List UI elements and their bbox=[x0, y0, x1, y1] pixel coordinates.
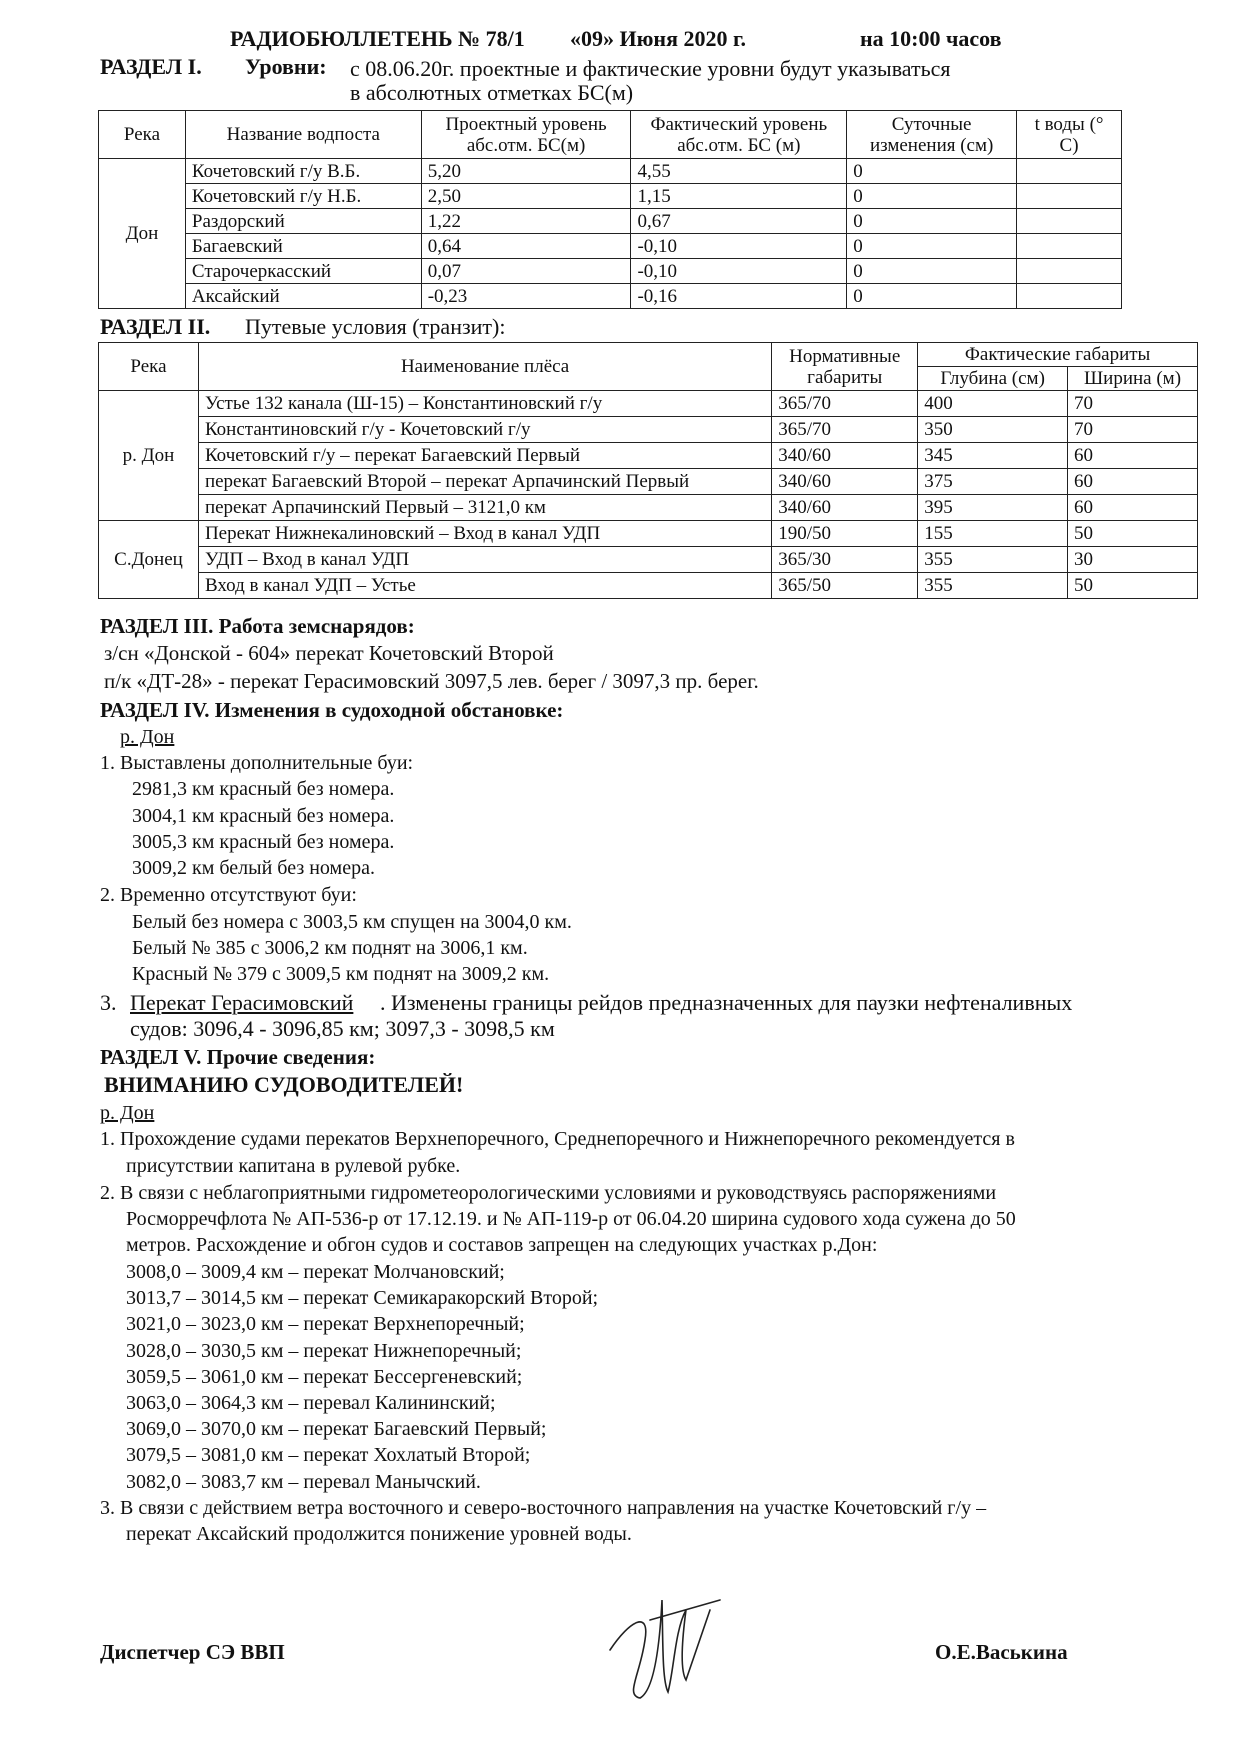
stretch-name: Перекат Нижнекалиновский – Вход в канал УДП bbox=[198, 521, 771, 547]
dispatcher-position: Диспетчер СЭ ВВП bbox=[100, 1640, 285, 1664]
col-river: Река bbox=[99, 343, 199, 391]
width: 60 bbox=[1068, 495, 1198, 521]
list-item: . Изменены границы рейдов предназначенных для паузки нефтеналивных bbox=[380, 990, 1073, 1015]
daily-change: 0 bbox=[847, 284, 1017, 309]
list-item: Белый без номера с 3003,5 км спущен на 3004,0 км. bbox=[132, 911, 572, 933]
depth: 350 bbox=[918, 417, 1068, 443]
project-level: 2,50 bbox=[421, 184, 631, 209]
restricted-stretch: 3008,0 – 3009,4 км – перекат Молчановский; bbox=[126, 1261, 505, 1283]
attention-heading: ВНИМАНИЮ СУДОВОДИТЕЛЕЙ! bbox=[104, 1072, 464, 1097]
project-level: 0,64 bbox=[421, 234, 631, 259]
col-project-level: Проектный уровень абс.отм. БС(м) bbox=[421, 111, 631, 159]
route-conditions-table bbox=[98, 342, 1198, 599]
notice-line: 1. Прохождение судами перекатов Верхнепоречного, Среднепоречного и Нижнепоречного рекомендуется в bbox=[100, 1128, 1015, 1150]
dredger-line: п/к «ДТ-28» - перекат Герасимовский 3097,5 лев. берег / 3097,3 пр. берег. bbox=[104, 669, 759, 693]
norm-dims: 365/70 bbox=[772, 391, 918, 417]
post-name: Старочеркасский bbox=[185, 259, 421, 284]
list-item: 3009,2 км белый без номера. bbox=[132, 857, 375, 879]
notice-line: 2. В связи с неблагоприятными гидрометеорологическими условиями и руководствуясь распоряжениями bbox=[100, 1182, 997, 1204]
stretch-name: УДП – Вход в канал УДП bbox=[198, 547, 771, 573]
col-river: Река bbox=[99, 111, 186, 159]
stretch-name: перекат Арпачинский Первый – 3121,0 км bbox=[198, 495, 771, 521]
norm-dims: 365/30 bbox=[772, 547, 918, 573]
daily-change: 0 bbox=[847, 184, 1017, 209]
col-actual-level: Фактический уровень абс.отм. БС (м) bbox=[631, 111, 847, 159]
post-name: Кочетовский г/у Н.Б. bbox=[185, 184, 421, 209]
col-daily-change: Суточные изменения (см) bbox=[847, 111, 1017, 159]
project-level: -0,23 bbox=[421, 284, 631, 309]
col-norm-dims: Нормативные габариты bbox=[772, 343, 918, 391]
depth: 395 bbox=[918, 495, 1068, 521]
notice-line: присутствии капитана в рулевой рубке. bbox=[126, 1155, 461, 1177]
width: 60 bbox=[1068, 443, 1198, 469]
bulletin-time: на 10:00 часов bbox=[860, 26, 1002, 51]
list-item: 3005,3 км красный без номера. bbox=[132, 831, 395, 853]
rift-name-link: Перекат Герасимовский bbox=[130, 990, 354, 1015]
list-item: 1. Выставлены дополнительные буи: bbox=[100, 752, 414, 774]
levels-table bbox=[98, 110, 1122, 309]
actual-level: -0,10 bbox=[631, 234, 847, 259]
stretch-name: Кочетовский г/у – перекат Багаевский Первый bbox=[198, 443, 771, 469]
col-depth: Глубина (см) bbox=[918, 367, 1068, 391]
width: 70 bbox=[1068, 417, 1198, 443]
water-temp bbox=[1017, 284, 1122, 309]
width: 60 bbox=[1068, 469, 1198, 495]
river-cell: С.Донец bbox=[99, 521, 199, 599]
restricted-stretch: 3082,0 – 3083,7 км – перевал Манычский. bbox=[126, 1471, 481, 1493]
width: 50 bbox=[1068, 573, 1198, 599]
stretch-name: Вход в канал УДП – Устье bbox=[198, 573, 771, 599]
notice-line: Росморречфлота № АП-536-р от 17.12.19. и № АП-119-р от 06.04.20 ширина судового хода сужена до 50 bbox=[126, 1208, 1016, 1230]
water-temp bbox=[1017, 159, 1122, 184]
depth: 355 bbox=[918, 547, 1068, 573]
river-label: р. Дон bbox=[120, 726, 175, 748]
stretch-name: Устье 132 канала (Ш-15) – Константиновский г/у bbox=[198, 391, 771, 417]
section2-heading: РАЗДЕЛ II. bbox=[100, 314, 211, 339]
water-temp bbox=[1017, 234, 1122, 259]
section2-subheading: Путевые условия (транзит): bbox=[245, 314, 506, 339]
actual-level: 4,55 bbox=[631, 159, 847, 184]
notice-line: 3. В связи с действием ветра восточного и северо-восточного направления на участке Кочетовский г/у – bbox=[100, 1497, 987, 1519]
depth: 345 bbox=[918, 443, 1068, 469]
section1-subheading: Уровни: bbox=[245, 54, 327, 79]
restricted-stretch: 3021,0 – 3023,0 км – перекат Верхнепоречный; bbox=[126, 1313, 525, 1335]
norm-dims: 365/50 bbox=[772, 573, 918, 599]
project-level: 1,22 bbox=[421, 209, 631, 234]
width: 30 bbox=[1068, 547, 1198, 573]
depth: 355 bbox=[918, 573, 1068, 599]
post-name: Аксайский bbox=[185, 284, 421, 309]
actual-level: -0,10 bbox=[631, 259, 847, 284]
restricted-stretch: 3079,5 – 3081,0 км – перекат Хохлатый Второй; bbox=[126, 1444, 531, 1466]
section3-heading: РАЗДЕЛ III. Работа земснарядов: bbox=[100, 614, 415, 638]
project-level: 0,07 bbox=[421, 259, 631, 284]
signature-image bbox=[590, 1580, 730, 1710]
dredger-line: з/сн «Донской - 604» перекат Кочетовский Второй bbox=[104, 641, 554, 665]
restricted-stretch: 3028,0 – 3030,5 км – перекат Нижнепоречный; bbox=[126, 1340, 522, 1362]
depth: 375 bbox=[918, 469, 1068, 495]
river-label: р. Дон bbox=[100, 1102, 155, 1124]
section5-heading: РАЗДЕЛ V. Прочие сведения: bbox=[100, 1045, 376, 1069]
list-item: Белый № 385 с 3006,2 км поднят на 3006,1 км. bbox=[132, 937, 528, 959]
water-temp bbox=[1017, 209, 1122, 234]
width: 70 bbox=[1068, 391, 1198, 417]
river-cell: р. Дон bbox=[99, 391, 199, 521]
daily-change: 0 bbox=[847, 209, 1017, 234]
norm-dims: 365/70 bbox=[772, 417, 918, 443]
col-stretch: Наименование плёса bbox=[198, 343, 771, 391]
post-name: Кочетовский г/у В.Б. bbox=[185, 159, 421, 184]
col-water-temp: t воды (° С) bbox=[1017, 111, 1122, 159]
actual-level: 1,15 bbox=[631, 184, 847, 209]
notice-line: метров. Расхождение и обгон судов и составов запрещен на следующих участках р.Дон: bbox=[126, 1234, 878, 1256]
restricted-stretch: 3013,7 – 3014,5 км – перекат Семикаракорский Второй; bbox=[126, 1287, 599, 1309]
actual-level: -0,16 bbox=[631, 284, 847, 309]
col-width: Ширина (м) bbox=[1068, 367, 1198, 391]
norm-dims: 190/50 bbox=[772, 521, 918, 547]
restricted-stretch: 3059,5 – 3061,0 км – перекат Бессергеневский; bbox=[126, 1366, 523, 1388]
river-cell: Дон bbox=[99, 159, 186, 309]
depth: 400 bbox=[918, 391, 1068, 417]
project-level: 5,20 bbox=[421, 159, 631, 184]
dispatcher-name: О.Е.Васькина bbox=[935, 1640, 1068, 1664]
list-item: Красный № 379 с 3009,5 км поднят на 3009,2 км. bbox=[132, 963, 550, 985]
restricted-stretch: 3063,0 – 3064,3 км – перевал Калининский; bbox=[126, 1392, 496, 1414]
width: 50 bbox=[1068, 521, 1198, 547]
daily-change: 0 bbox=[847, 259, 1017, 284]
norm-dims: 340/60 bbox=[772, 469, 918, 495]
daily-change: 0 bbox=[847, 159, 1017, 184]
list-item: 2. Временно отсутствуют буи: bbox=[100, 884, 357, 906]
water-temp bbox=[1017, 184, 1122, 209]
list-item: 2981,3 км красный без номера. bbox=[132, 778, 395, 800]
water-temp bbox=[1017, 259, 1122, 284]
post-name: Раздорский bbox=[185, 209, 421, 234]
stretch-name: Константиновский г/у - Кочетовский г/у bbox=[198, 417, 771, 443]
norm-dims: 340/60 bbox=[772, 443, 918, 469]
col-post-name: Название водпоста bbox=[185, 111, 421, 159]
bulletin-date: «09» Июня 2020 г. bbox=[570, 26, 747, 51]
list-item: судов: 3096,4 - 3096,85 км; 3097,3 - 3098,5 км bbox=[130, 1016, 555, 1041]
norm-dims: 340/60 bbox=[772, 495, 918, 521]
post-name: Багаевский bbox=[185, 234, 421, 259]
actual-level: 0,67 bbox=[631, 209, 847, 234]
section1-heading: РАЗДЕЛ I. bbox=[100, 54, 202, 79]
section4-heading: РАЗДЕЛ IV. Изменения в судоходной обстановке: bbox=[100, 698, 564, 722]
bulletin-title: РАДИОБЮЛЛЕТЕНЬ № 78/1 bbox=[230, 26, 525, 51]
list-item-number: 3. bbox=[100, 990, 117, 1015]
notice-line: перекат Аксайский продолжится понижение уровней воды. bbox=[126, 1523, 632, 1545]
daily-change: 0 bbox=[847, 234, 1017, 259]
stretch-name: перекат Багаевский Второй – перекат Арпачинский Первый bbox=[198, 469, 771, 495]
depth: 155 bbox=[918, 521, 1068, 547]
section1-text-2: в абсолютных отметках БС(м) bbox=[350, 80, 634, 105]
list-item: 3004,1 км красный без номера. bbox=[132, 805, 395, 827]
col-actual-dims: Фактические габариты bbox=[918, 343, 1198, 367]
section1-text: с 08.06.20г. проектные и фактические уровни будут указываться bbox=[350, 56, 951, 81]
restricted-stretch: 3069,0 – 3070,0 км – перекат Багаевский Первый; bbox=[126, 1418, 547, 1440]
